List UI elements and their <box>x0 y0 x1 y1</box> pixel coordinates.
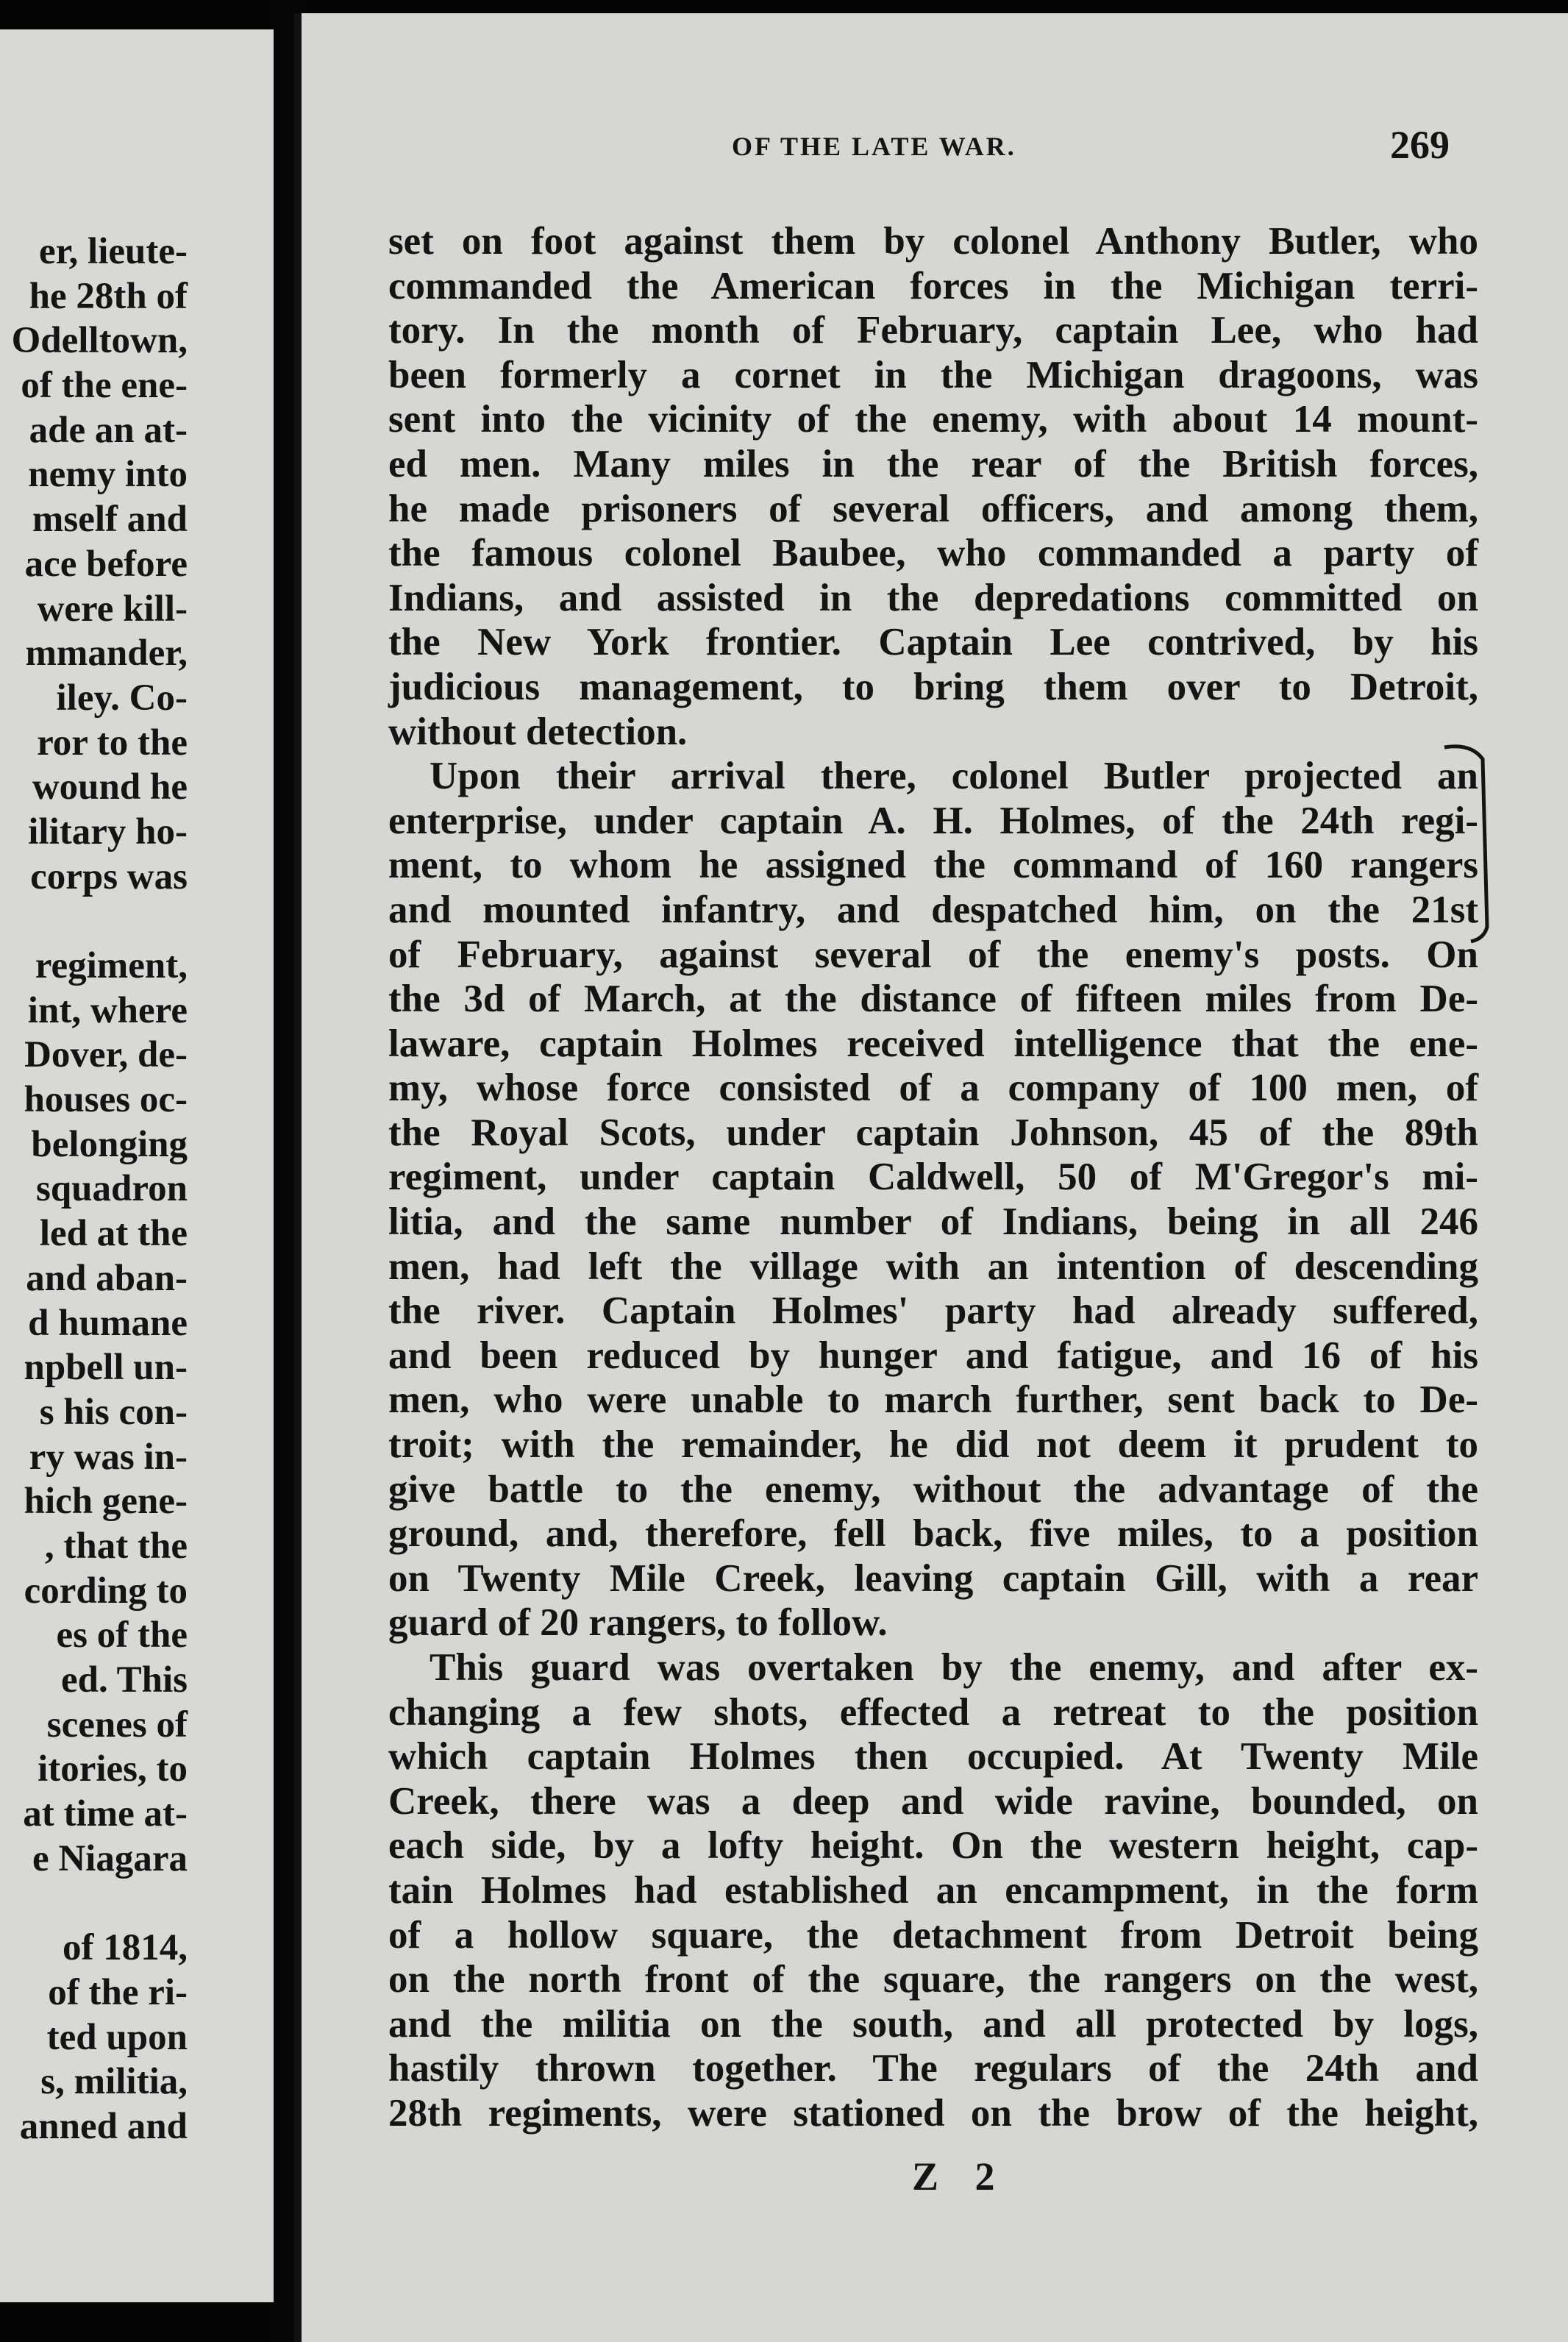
previous-page-line: corps was <box>30 855 188 897</box>
text-line: tory. In the month of February, captain Lee, who had <box>388 309 1478 352</box>
text-line: the famous colonel Baubee, who commanded a party of <box>388 532 1478 575</box>
previous-page-line: hich gene- <box>24 1481 188 1523</box>
text-line: and been reduced by hunger and fatigue, and 16 of his <box>388 1334 1478 1377</box>
text-line: been formerly a cornet in the Michigan dragoons, was <box>388 353 1478 396</box>
text-line: ed men. Many miles in the rear of the British forces, <box>388 442 1478 485</box>
previous-page-line: ace before <box>24 543 188 585</box>
margin-bracket-mark <box>1442 743 1493 943</box>
text-line: This guard was overtaken by the enemy, and after ex- <box>430 1646 1478 1689</box>
text-line: on Twenty Mile Creek, leaving captain Gill, with a rear <box>388 1556 1478 1600</box>
text-line: of February, against several of the enemy's posts. On <box>388 933 1478 976</box>
text-line: troit; with the remainder, he did not deem it prudent to <box>388 1423 1478 1467</box>
text-line: hastily thrown together. The regulars of the 24th and <box>388 2047 1478 2090</box>
previous-page-line: scenes of <box>46 1704 188 1745</box>
text-line: the New York frontier. Captain Lee contrived, by his <box>388 621 1478 664</box>
previous-page-line: cording to <box>24 1570 188 1612</box>
text-line: changing a few shots, effected a retreat to the position <box>388 1690 1478 1734</box>
text-line: Indians, and assisted in the depredations committed on <box>388 576 1478 619</box>
previous-page-line: int, where <box>27 989 188 1031</box>
text-line: and the militia on the south, and all protected by logs, <box>388 2002 1478 2046</box>
text-line: the 3d of March, at the distance of fifteen miles from De- <box>388 978 1478 1021</box>
text-line: men, who were unable to march further, sent back to De- <box>388 1378 1478 1422</box>
signature-mark: Z 2 <box>912 2154 1008 2199</box>
body-text <box>388 219 1478 2136</box>
text-line: the Royal Scots, under captain Johnson, 45 of the 89th <box>388 1111 1478 1154</box>
text-line: litia, and the same number of Indians, being in all 246 <box>388 1200 1478 1244</box>
previous-page-line: s, militia, <box>40 2061 188 2103</box>
previous-page-line: ror to the <box>37 722 188 764</box>
previous-page-line: of 1814, <box>63 1927 188 1969</box>
text-line: set on foot against them by colonel Anthony Butler, who <box>388 220 1478 263</box>
previous-page-line <box>0 899 188 944</box>
text-line: enterprise, under captain A. H. Holmes, of the 24th regi- <box>388 799 1478 842</box>
text-line: without detection. <box>388 710 688 753</box>
previous-page-line: er, lieute- <box>38 231 188 272</box>
text-line: men, had left the village with an intention of descending <box>388 1245 1478 1288</box>
text-line: judicious management, to bring them over to Detroit, <box>388 665 1478 708</box>
text-line: laware, captain Holmes received intelligence that the ene- <box>388 1022 1478 1065</box>
previous-page-line: at time at- <box>23 1793 188 1835</box>
previous-page-text <box>0 229 188 2149</box>
previous-page-line: iley. Co- <box>56 677 188 719</box>
text-line: 28th regiments, were stationed on the brow of the height, <box>388 2091 1478 2135</box>
previous-page-line: d humane <box>28 1302 188 1344</box>
text-line: the river. Captain Holmes' party had already suffered, <box>388 1289 1478 1333</box>
page-number: 269 <box>1390 123 1450 167</box>
previous-page-line <box>0 1881 188 1926</box>
previous-page-line: ted upon <box>46 2016 188 2058</box>
previous-page-line: Odelltown, <box>11 320 188 362</box>
previous-page-line: itories, to <box>38 1748 188 1790</box>
previous-page-line: ed. This <box>61 1659 188 1701</box>
previous-page-line: s his con- <box>39 1391 188 1433</box>
previous-page-line: regiment, <box>35 945 188 986</box>
previous-page-line: he 28th of <box>29 275 188 317</box>
previous-page-line: Dover, de- <box>24 1034 188 1076</box>
text-line: Upon their arrival there, colonel Butler projected an <box>430 755 1478 798</box>
text-line: sent into the vicinity of the enemy, with about 14 mount- <box>388 398 1478 441</box>
previous-page-line: ry was in- <box>29 1436 188 1478</box>
previous-page-line: of the ene- <box>21 365 188 407</box>
previous-page-line: of the ri- <box>48 1971 188 2013</box>
previous-page-edge <box>0 29 274 2302</box>
text-line: which captain Holmes then occupied. At Twenty Mile <box>388 1735 1478 1779</box>
previous-page-line: ade an at- <box>29 409 188 451</box>
previous-page-line: were kill- <box>37 588 188 630</box>
text-line: commanded the American forces in the Michigan terri- <box>388 264 1478 307</box>
text-line: guard of 20 rangers, to follow. <box>388 1601 888 1645</box>
previous-page-line: led at the <box>39 1213 188 1255</box>
text-line: Creek, there was a deep and wide ravine, bounded, on <box>388 1779 1478 1823</box>
text-line: tain Holmes had established an encampment, in the form <box>388 1868 1478 1912</box>
text-line: on the north front of the square, the rangers on the west, <box>388 1958 1478 2001</box>
text-line: of a hollow square, the detachment from Detroit being <box>388 1913 1478 1957</box>
previous-page-line: , that the <box>44 1525 188 1567</box>
text-line: he made prisoners of several officers, and among them, <box>388 487 1478 530</box>
previous-page-line: wound he <box>32 766 188 808</box>
previous-page-line: es of the <box>56 1615 188 1656</box>
previous-page-line: npbell un- <box>24 1347 188 1389</box>
previous-page-line: mself and <box>32 499 188 541</box>
previous-page-line: anned and <box>19 2105 188 2147</box>
previous-page-line: e Niagara <box>32 1837 188 1879</box>
previous-page-line: nemy into <box>28 454 188 496</box>
previous-page-line: and aban- <box>26 1257 188 1299</box>
previous-page-line: ilitary ho- <box>28 811 188 853</box>
text-line: my, whose force consisted of a company of 100 men, of <box>388 1067 1478 1110</box>
text-line: ground, and, therefore, fell back, five miles, to a position <box>388 1512 1478 1556</box>
text-line: regiment, under captain Caldwell, 50 of M'Gregor's mi- <box>388 1156 1478 1199</box>
previous-page-line: belonging <box>31 1123 188 1165</box>
text-line: give battle to the enemy, without the advantage of the <box>388 1467 1478 1511</box>
previous-page-line: houses oc- <box>24 1079 188 1121</box>
running-head: OF THE LATE WAR. <box>732 132 1016 161</box>
previous-page-line: mmander, <box>25 633 188 675</box>
previous-page-line: squadron <box>35 1168 188 1210</box>
text-line: and mounted infantry, and despatched him, on the 21st <box>388 888 1478 931</box>
text-line: each side, by a lofty height. On the western height, cap- <box>388 1824 1478 1868</box>
text-line: ment, to whom he assigned the command of 160 rangers <box>388 844 1478 887</box>
